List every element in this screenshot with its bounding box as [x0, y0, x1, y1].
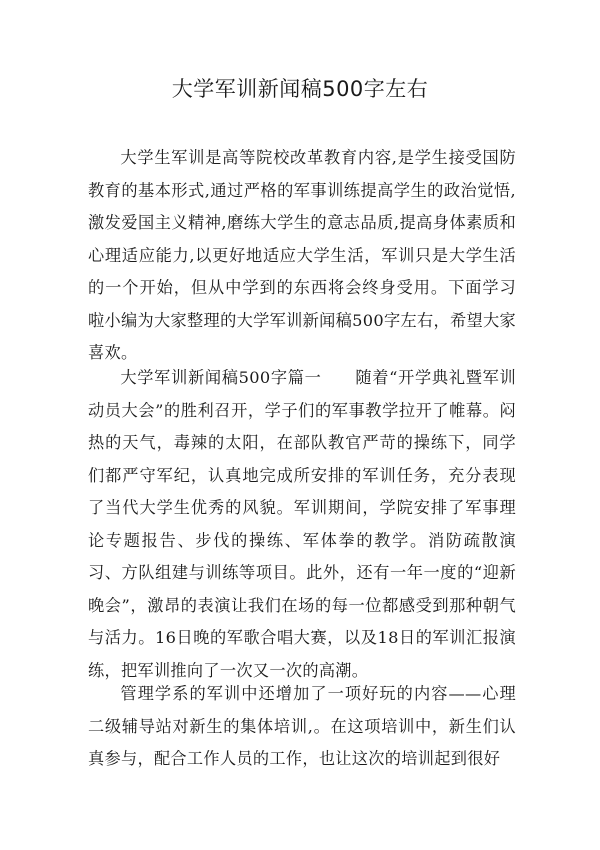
document-title: 大学军训新闻稿500字左右 — [171, 77, 429, 101]
paragraph-article-one: 大学军训新闻稿500字篇一 随着“开学典礼暨军训动员大会”的胜利召开，学子们的军事教学拉开了帷幕。闷热的天气，毒辣的太阳，在部队教官严苛的操练下，同学们都严守军纪，认真地完成所安排的军训任务，充分表现了当代大学生优秀的风貌。军训期间，学院安排了军事理论专题报告、步伐的操练、军体拳的教学。消防疏散演习、方队组建与训练等项目。此外，还有一年一度的“迎新晚会”，激昂的表演让我们在场的每一位都感受到那种朝气与活力。16日晚的军歌合唱大赛，以及18日的军训汇报演练，把军训推向了一次又一次的高潮。 — [88, 368, 516, 680]
paragraph-management-dept: 管理学系的军训中还增加了一项好玩的内容——心理二级辅导站对新生的集体培训,。在这项培训中，新生们认真参与，配合工作人员的工作，也让这次的培训起到很好 — [88, 684, 516, 768]
paragraph-intro: 大学生军训是高等院校改革教育内容,是学生接受国防教育的基本形式,通过严格的军事训练提高学生的政治觉悟,激发爱国主义精神,磨练大学生的意志品质,提高身体素质和心理适应能力,以更好地适应大学生活，军训只是大学生活的一个开始，但从中学到的东西将会终身受用。下面学习啦小编为大家整理的大学军训新闻稿500字左右，希望大家喜欢。 — [88, 148, 516, 362]
